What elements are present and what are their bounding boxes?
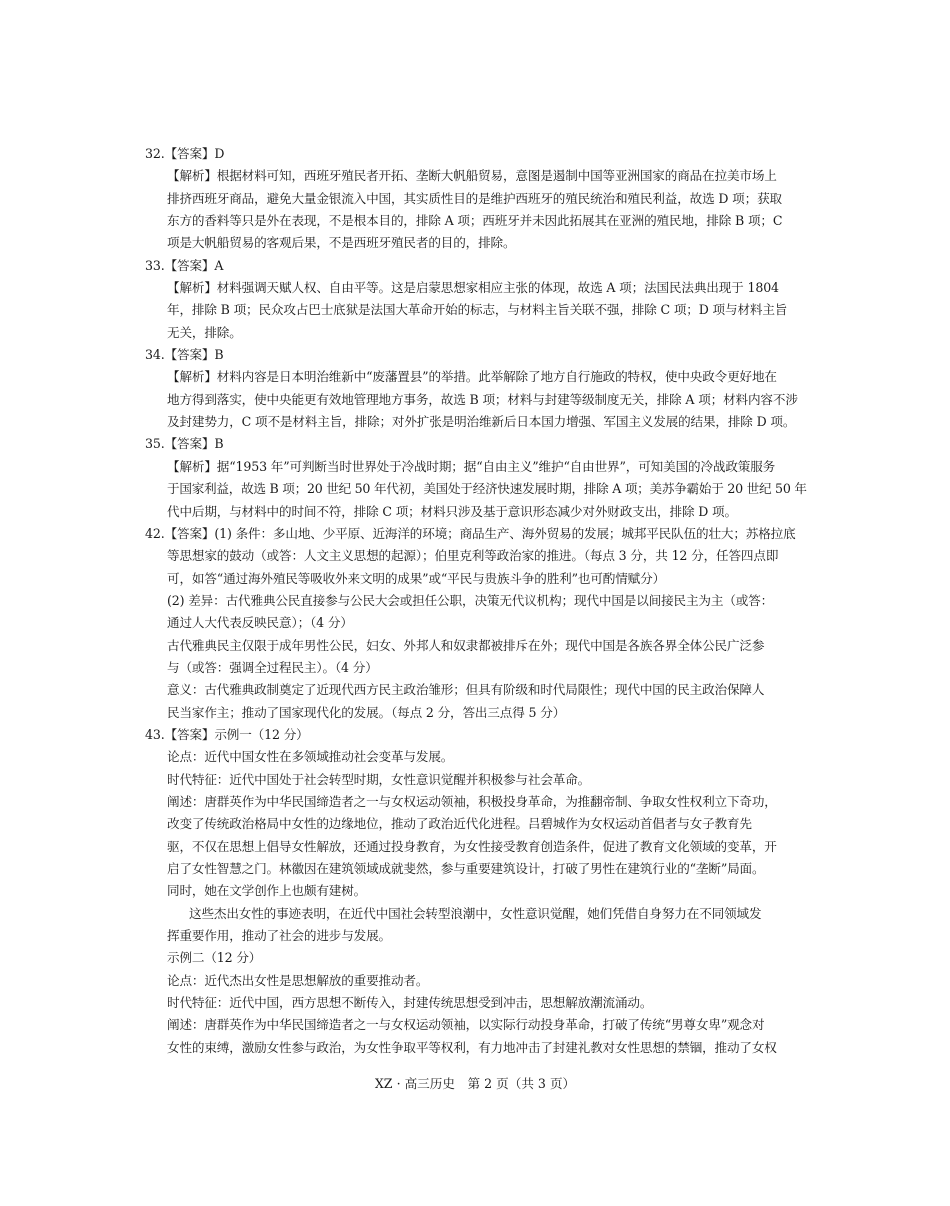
q35-analysis-line: 代中后期，与材料中的时间不符，排除 C 项；材料只涉及基于意识形态减少对外财政支出，排除 D 项。: [167, 503, 737, 519]
q33-analysis-line: 【解析】材料强调天赋人权、自由平等。这是启蒙思想家相应主张的体现，故选 A 项；法国民法典出现于 1804: [167, 280, 779, 296]
q42-answer: 42.【答案】(1) 条件：多山地、少平原、近海洋的环境；商品生产、海外贸易的发展；城邦平民队伍的壮大；苏格拉底: [145, 525, 796, 541]
q34-analysis-line: 【解析】材料内容是日本明治维新中“废藩置县”的举措。此举解除了地方自行施政的特权，使中央政令更好地在: [167, 369, 777, 385]
q42-answer-line: 可，如答“通过海外殖民等吸收外来文明的成果”或“平民与贵族斗争的胜利”也可酌情赋分）: [167, 570, 666, 586]
q35-answer: 35.【答案】B: [145, 436, 224, 452]
answer-key-body: [145, 143, 810, 1059]
q35-analysis-line: 于国家利益，故选 B 项；20 世纪 50 年代初，美国处于经济快速发展时期，排除 A 项；美苏争霸始于 20 世纪 50 年: [167, 481, 807, 497]
q43-answer-line: 阐述：唐群英作为中华民国缔造者之一与女权运动领袖，积极投身革命，为推翻帝制、争取女性权利立下奇功，: [167, 793, 777, 809]
q42-answer-line: 等思想家的鼓动（或答：人文主义思想的起源）；伯里克利等政治家的推进。（每点 3 分，共 12 分，任答四点即: [167, 548, 779, 564]
q43-answer-line: 示例二（12 分）: [167, 950, 262, 966]
q43-answer-line: 女性的束缚，激励女性参与政治，为女性争取平等权利，有力地冲击了封建礼教对女性思想的禁锢，推动了女权: [167, 1039, 777, 1055]
q43-answer-line: 时代特征：近代中国，西方思想不断传入，封建传统思想受到冲击，思想解放潮流涌动。: [167, 995, 653, 1011]
q33-answer: 33.【答案】A: [145, 257, 224, 273]
q43-answer-line: 改变了传统政治格局中女性的边缘地位，推动了政治近代化进程。吕碧城作为女权运动首倡者与女子教育先: [167, 816, 752, 832]
q42-answer-line: 古代雅典民主仅限于成年男性公民，妇女、外邦人和奴隶都被排斥在外；现代中国是各族各界全体公民广泛参: [167, 637, 765, 653]
q35-analysis-line: 【解析】据“1953 年”可判断当时世界处于冷战时期；据“自由主义”维护“自由世界”，可知美国的冷战政策服务: [167, 458, 776, 474]
q32-analysis-line: 项是大帆船贸易的客观后果，不是西班牙殖民者的目的，排除。: [167, 235, 516, 251]
q43-answer-line: 论点：近代中国女性在多领域推动社会变革与发展。: [167, 749, 454, 765]
q34-answer: 34.【答案】B: [145, 347, 224, 363]
q32-answer: 32.【答案】D: [145, 146, 225, 161]
q32-analysis-line: 东方的香料等只是外在表现，不是根本目的，排除 A 项；西班牙并未因此拓展其在亚洲的殖民地，排除 B 项；C: [167, 213, 783, 229]
q42-answer-line: 通过人大代表反映民意）；（4 分）: [167, 615, 353, 631]
q43-answer-line: 驱，不仅在思想上倡导女性解放，还通过投身教育，为女性接受教育创造条件，促进了教育文化领域的变革，开: [167, 838, 777, 854]
q43-answer: 43.【答案】示例一（12 分）: [145, 726, 309, 742]
q32-analysis-line: 排挤西班牙商品，避免大量金银流入中国，其实质性目的是维护西班牙的殖民统治和殖民利益，故选 D 项；获取: [167, 190, 782, 206]
q34-analysis-line: 地方得到落实，使中央能更有效地管理地方事务，故选 B 项；材料与封建等级制度无关，排除 A 项；材料内容不涉: [167, 391, 798, 407]
page-footer: XZ · 高三历史 第 2 页（共 3 页）: [374, 1076, 576, 1091]
q43-answer-line: 启了女性智慧之门。林徽因在建筑领域成就斐然，参与重要建筑设计，打破了男性在建筑行业的“垄断”局面。: [167, 861, 765, 876]
q33-analysis-line: 无关，排除。: [167, 324, 242, 340]
q43-answer-line: 阐述：唐群英作为中华民国缔造者之一与女权运动领袖，以实际行动投身革命，打破了传统“男尊女卑”观念对: [167, 1017, 765, 1033]
q32-analysis-line: 【解析】根据材料可知，西班牙殖民者开拓、垄断大帆船贸易，意图是遏制中国等亚洲国家的商品在拉美市场上: [167, 168, 777, 184]
q43-answer-line: 挥重要作用，推动了社会的进步与发展。: [167, 928, 391, 944]
q42-answer-line: 意义：古代雅典政制奠定了近现代西方民主政治雏形；但具有阶级和时代局限性；现代中国的民主政治保障人: [167, 682, 765, 698]
q33-analysis-line: 年，排除 B 项；民众攻占巴士底狱是法国大革命开始的标志，与材料主旨关联不强，排除 C 项；D 项与材料主旨: [167, 302, 788, 318]
q34-analysis-line: 及封建势力，C 项不是材料主旨，排除；对外扩张是明治维新后日本国力增强、军国主义发展的结果，排除 D 项。: [167, 414, 796, 430]
q43-answer-line: 论点：近代杰出女性是思想解放的重要推动者。: [167, 972, 429, 988]
q42-answer-line: 民当家作主；推动了国家现代化的发展。（每点 2 分，答出三点得 5 分）: [167, 704, 566, 720]
q43-answer-line: 同时，她在文学创作上也颇有建树。: [167, 883, 367, 899]
q43-answer-line: 时代特征：近代中国处于社会转型时期，女性意识觉醒并积极参与社会革命。: [167, 771, 591, 787]
q43-answer-line: 这些杰出女性的事迹表明，在近代中国社会转型浪潮中，女性意识觉醒，她们凭借自身努力在不同领域发: [189, 905, 762, 921]
q42-answer-line: 与（或答：强调全过程民主）。（4 分）: [167, 659, 378, 675]
q42-answer-line: (2) 差异：古代雅典公民直接参与公民大会或担任公职，决策无代议机构；现代中国是以间接民主为主（或答：: [167, 592, 774, 608]
